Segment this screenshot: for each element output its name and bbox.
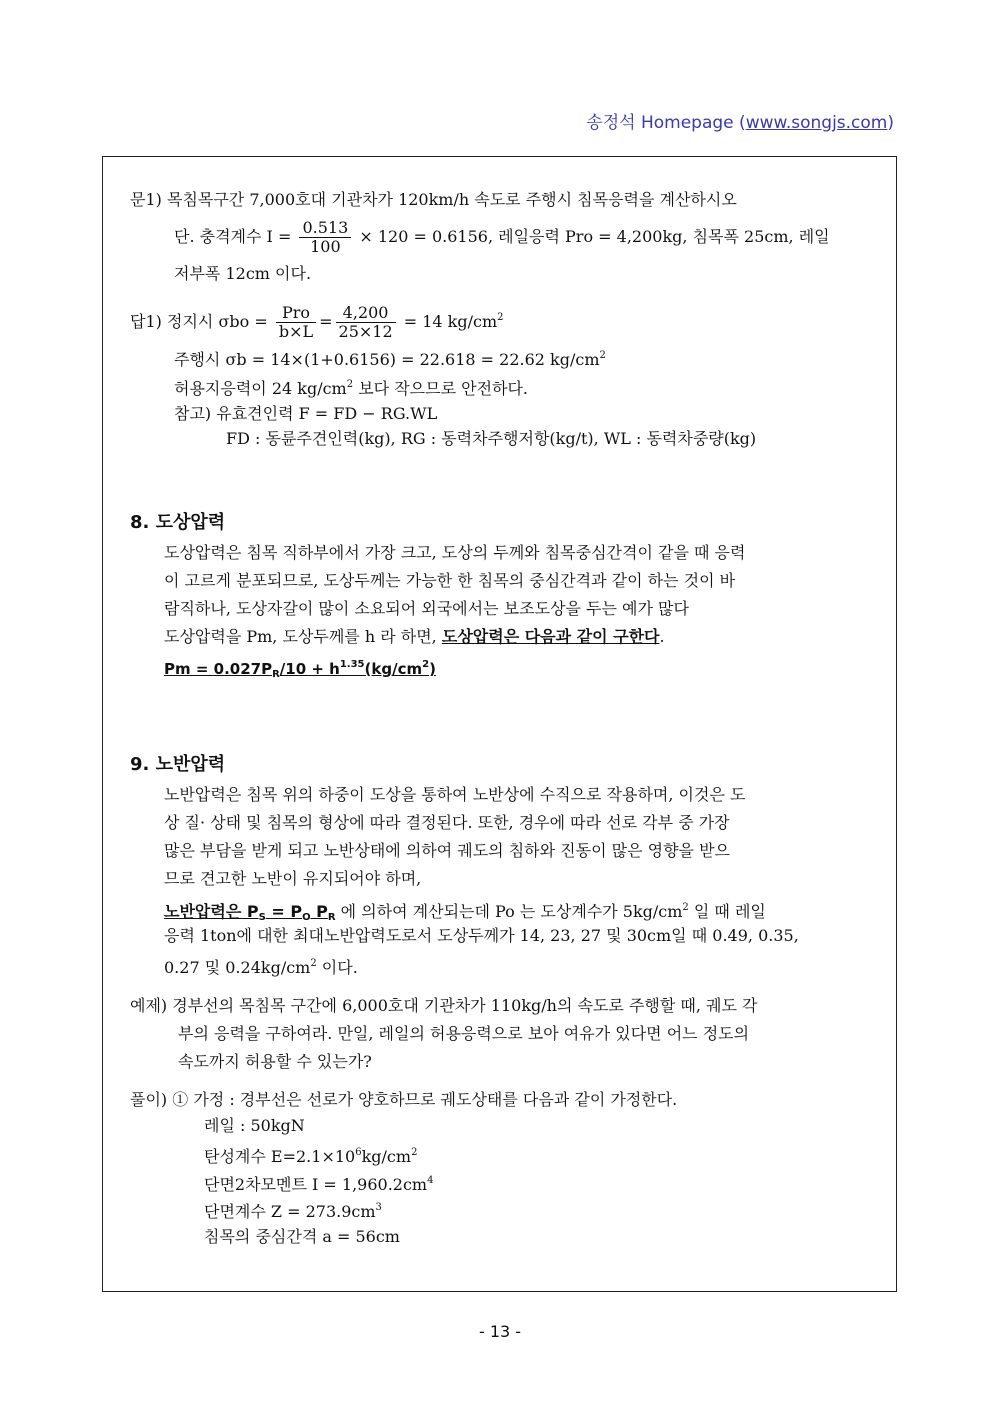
s8-p4 (164, 627, 665, 647)
e-a: 탄성계수 E=2.1×10 (204, 1147, 356, 1166)
s8-p3: 람직하나, 도상자갈이 많이 소요되어 외국에서는 보조도상을 두는 예가 많다 (164, 599, 689, 618)
sol-elastic (204, 1143, 417, 1167)
a1-static-result: = 14 kg/cm (403, 312, 498, 331)
s9-p4: 므로 견고한 노반이 유지되어야 하며, (164, 869, 422, 888)
page-header: 송정석 Homepage (www.songjs.com) (586, 113, 894, 133)
a1-label: 답1) (130, 312, 162, 331)
s9-p2: 상 질· 상태 및 침목의 형상에 따라 결정된다. 또한, 경우에 따라 선로 각부 중 가장 (164, 813, 730, 832)
p7-b: 이다. (316, 958, 358, 977)
sup-2: 2 (346, 379, 354, 390)
sol-rail: 레일 : 50kgN (204, 1116, 305, 1135)
s9-p6: 응력 1ton에 대한 최대노반압력도로서 도상두께가 14, 23, 27 및 30cm일 때 0.49, 0.35, (164, 926, 799, 945)
p5-p: P (310, 902, 328, 921)
example-line2: 부의 응력을 구하여라. 만일, 레일의 허용응력으로 보아 여유가 있다면 어느 정도의 (178, 1024, 750, 1043)
q1-label: 문1) (130, 190, 162, 209)
sol-moment (204, 1171, 433, 1195)
frac-den: 100 (310, 237, 341, 256)
f2-den: 25×12 (338, 322, 393, 341)
q1-cond-rest: × 120 = 0.6156, 레일응력 Pro = 4,200kg, 침목폭 25cm, 레일 (359, 227, 830, 246)
p7-sup: 2 (310, 958, 317, 969)
s9-p5 (164, 898, 766, 928)
a1-moving-text: 주행시 σb = 14×(1+0.6156) = 22.618 = 22.62 kg/cm (174, 350, 600, 369)
f1-num: Pro (276, 304, 316, 323)
f-sup: 1.35 (339, 659, 365, 670)
f-sup2: 2 (422, 659, 430, 670)
solution-label: 풀이) (130, 1090, 168, 1109)
example-line3: 속도까지 허용할 수 있는가? (178, 1052, 372, 1071)
f-sub: R (272, 669, 280, 680)
f-b: /10 + h (279, 660, 340, 678)
frac-num: 0.513 (299, 219, 351, 238)
q1-condition-line2: 저부폭 12cm 이다. (174, 264, 312, 283)
s9-p3: 많은 부담을 받게 되고 노반상태에 의하여 궤도의 침하와 진동이 많은 영향을 받으 (164, 841, 730, 860)
f2-num: 4,200 (336, 304, 396, 323)
a1-moving (174, 346, 606, 370)
i-sup: 4 (427, 1175, 434, 1186)
a1-allow (174, 375, 528, 399)
p5-r: R (327, 912, 336, 923)
e-sup2: 2 (411, 1147, 418, 1158)
q1-cond-prefix: 단. 충격계수 I = (174, 227, 292, 246)
sup-2: 2 (497, 312, 504, 323)
section-8-title: 8. 도상압력 (130, 512, 226, 533)
subgrade-formula (164, 902, 336, 921)
s8-p2: 이 고르게 분포되므로, 도상두께는 가능한 한 침목의 중심간격과 같이 하는 것이 바 (164, 571, 736, 590)
s9-p7 (164, 954, 358, 978)
sol-spacing: 침목의 중심간격 a = 56cm (204, 1227, 400, 1246)
static-frac-1 (276, 304, 316, 341)
z-a: 단면계수 Z = 273.9cm (204, 1202, 376, 1221)
s8-p4-a: 도상압력을 Pm, 도상두께를 h 라 하면, (164, 627, 437, 646)
a1-note2: FD : 동륜주견인력(kg), RG : 동력차주행저항(kg/t), WL : 동력차중량(kg) (226, 429, 757, 448)
i-a: 단면2차모멘트 I = 1,960.2cm (204, 1175, 428, 1194)
example-label: 예제) (130, 996, 168, 1015)
p5-s: S (258, 912, 266, 923)
a1-static-prefix: 정지시 σbo = (166, 312, 268, 331)
p5-eq: = P (265, 902, 303, 921)
p7-a: 0.27 및 0.24kg/cm (164, 958, 311, 977)
p5-rest: 에 의하여 계산되는데 Po 는 도상계수가 5kg/cm (335, 902, 683, 921)
sup-2: 2 (599, 350, 606, 361)
section-9-title: 9. 노반압력 (130, 754, 226, 775)
f1-den: b×L (278, 322, 314, 341)
q1-condition (174, 217, 830, 257)
f-c: (kg/cm (364, 660, 423, 678)
page-number: - 13 - (478, 1322, 522, 1341)
p5-sup: 2 (682, 902, 689, 913)
q1-text: 목침목구간 7,000호대 기관차가 120km/h 속도로 주행시 침목응력을 계산하시오 (166, 190, 737, 209)
s8-p4-emphasis: 도상압력은 다음과 같이 구한다 (441, 627, 660, 646)
p5-o: O (302, 912, 311, 923)
p5-end: 일 때 레일 (688, 902, 766, 921)
solution-line1 (130, 1090, 677, 1110)
ballast-pressure-formula (164, 659, 436, 680)
a1-allow-a: 허용지응력이 24 kg/cm (174, 379, 347, 398)
s9-p1: 노반압력은 침목 위의 하중이 도상을 통하여 노반상에 수직으로 작용하며, 이것은 도 (164, 785, 746, 804)
a1-static: 답1) 정지시 σbo = $\frac{\text{Pro}}{b\times L}$ = $\frac{4,200}{25\times 12}$ = 14 $kg/cm^2$ (130, 303, 504, 341)
z-sup: 3 (375, 1202, 382, 1213)
s8-p4-c: . (659, 627, 665, 646)
header-name: 송정석 Homepage (586, 113, 734, 133)
q1-line (130, 190, 737, 210)
a1-note1: 참고) 유효견인력 F = FD − RG.WL (174, 404, 438, 423)
a1-allow-b: 보다 작으므로 안전하다. (358, 379, 529, 398)
s8-p1: 도상압력은 침목 직하부에서 가장 크고, 도상의 두께와 침목중심간격이 같을 때 응력 (164, 543, 746, 562)
example-line1 (130, 996, 758, 1016)
solution-l1: ① 가정 : 경부선은 선로가 양호하므로 궤도상태를 다음과 같이 가정한다. (172, 1090, 678, 1109)
f-a: Pm = 0.027P (164, 660, 273, 678)
sol-modulus (204, 1198, 382, 1222)
e-sup: 6 (355, 1147, 362, 1158)
p5-bold: 노반압력은 P (164, 902, 259, 921)
f-d: ) (429, 660, 436, 678)
impact-fraction (299, 219, 351, 256)
e-b: kg/cm (361, 1147, 412, 1166)
static-frac-2 (336, 304, 396, 341)
example-l1: 경부선의 목침목 구간에 6,000호대 기관차가 110kg/h의 속도로 주행할 때, 궤도 각 (172, 996, 758, 1015)
header-url[interactable]: www.songjs.com (745, 113, 888, 133)
